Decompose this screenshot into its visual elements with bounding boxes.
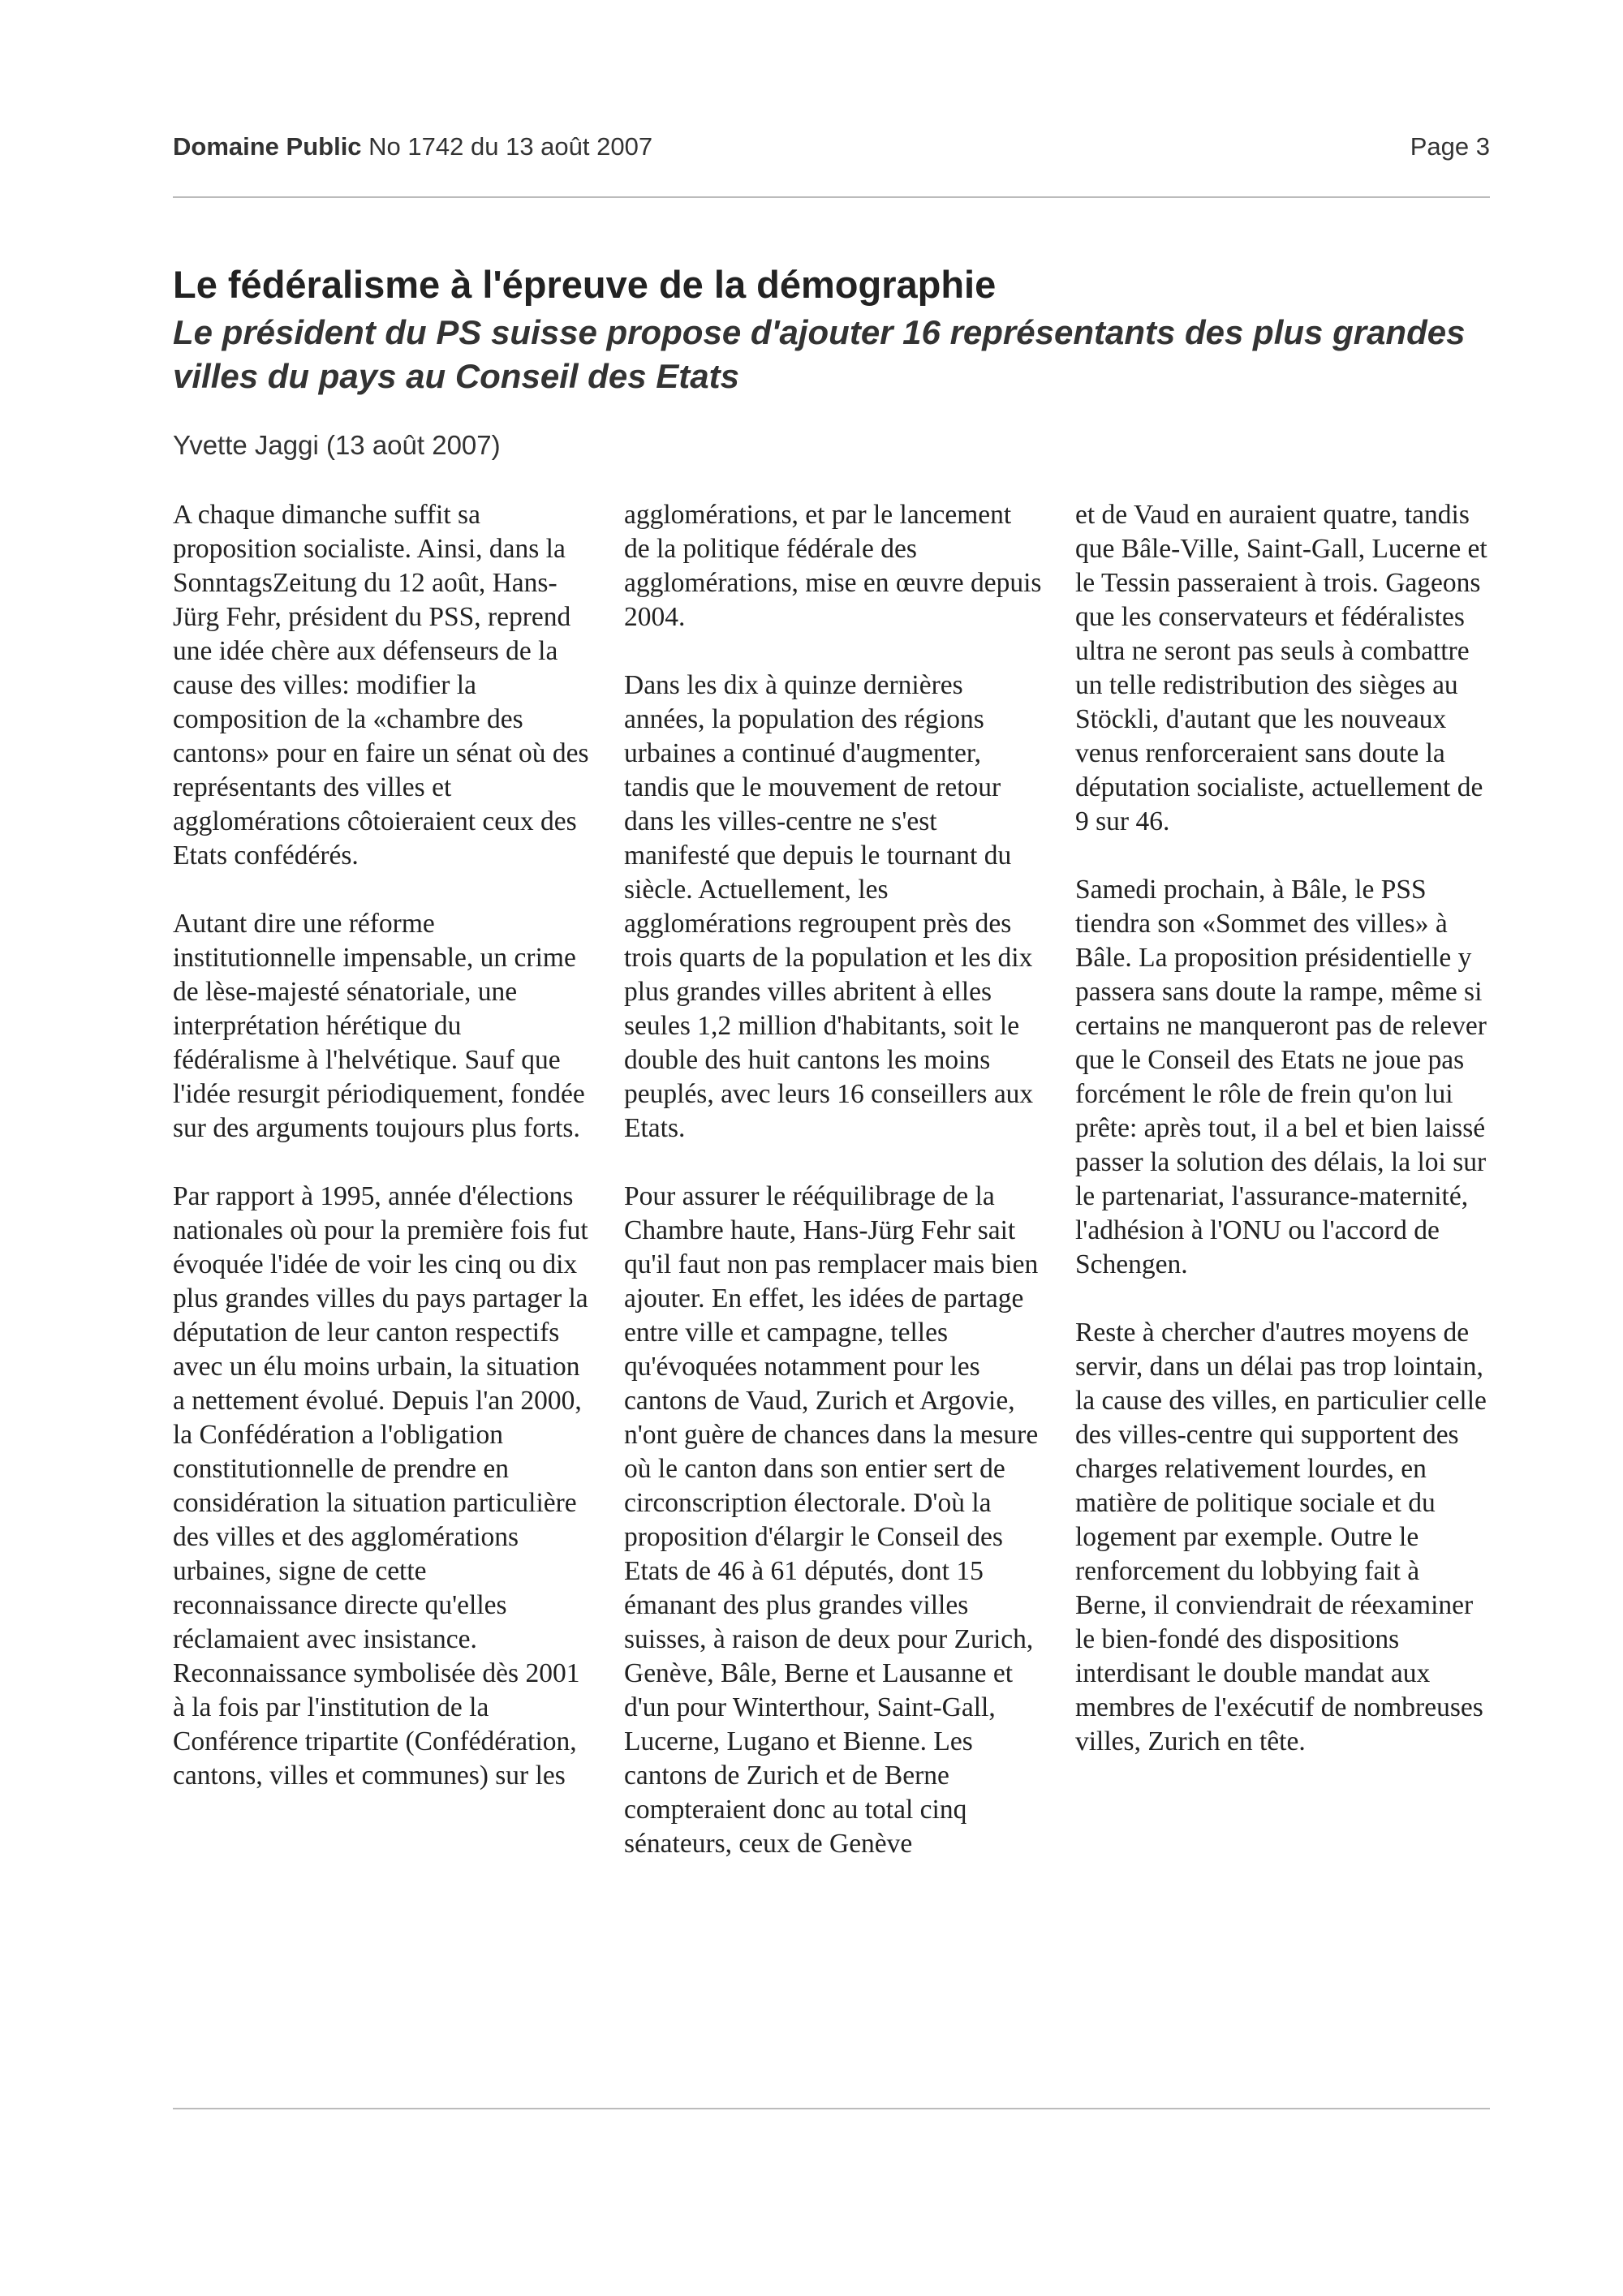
- paragraph: agglomérations, et par le lancement de la politique fédérale des agglomérations, mise en œuvre depuis 2004.: [624, 500, 1042, 632]
- publication-name: Domaine Public: [173, 132, 362, 161]
- article-title: Le fédéralisme à l'épreuve de la démographie: [173, 263, 997, 306]
- text-column-1: [173, 498, 591, 2080]
- paragraph: et de Vaud en auraient quatre, tandis que Bâle-Ville, Saint-Gall, Lucerne et le Tessin passeraient à trois. Gageons que les conservateurs et fédéralistes ultra ne seront pas seuls à combattre un telle redistribution des sièges au Stöckli, d'autant que les nouveaux venus renforceraient sans doute la députation socialiste, actuellement de 9 sur 46.: [1075, 500, 1487, 836]
- article-subtitle: Le président du PS suisse propose d'ajouter 16 représentants des plus grandes villes du pays au Conseil des Etats: [173, 313, 1466, 395]
- paragraph: Samedi prochain, à Bâle, le PSS tiendra son «Sommet des villes» à Bâle. La proposition présidentielle y passera sans doute la rampe, même si certains ne manqueront pas de relever que le Conseil des Etats ne joue pas forcément le rôle de frein qu'on lui prête: après tout, il a bel et bien laissé passer la solution des délais, la loi sur le partenariat, l'assurance-maternité, l'adhésion à l'ONU ou l'accord de Schengen.: [1075, 875, 1487, 1279]
- article-byline: Yvette Jaggi (13 août 2007): [173, 430, 501, 460]
- text-column-3: [1075, 498, 1493, 2080]
- page-header: [173, 132, 1490, 168]
- footer-divider: [173, 2108, 1490, 2109]
- text-column-2: [624, 498, 1042, 2080]
- paragraph: A chaque dimanche suffit sa proposition socialiste. Ainsi, dans la SonntagsZeitung du 12 août, Hans-Jürg Fehr, président du PSS, reprend une idée chère aux défenseurs de la cause des villes: modifier la composition de la «chambre des cantons» pour en faire un sénat où des représentants des villes et agglomérations côtoieraient ceux des Etats confédérés.: [173, 500, 589, 871]
- paragraph: Autant dire une réforme institutionnelle impensable, un crime de lèse-majesté sénatoriale, une interprétation hérétique du fédéralisme à l'helvétique. Sauf que l'idée resurgit périodiquement, fondée sur des arguments toujours plus forts.: [173, 909, 585, 1143]
- page-number: Page 3: [1410, 132, 1490, 161]
- paragraph: Par rapport à 1995, année d'élections nationales où pour la première fois fut évoquée l'idée de voir les cinq ou dix plus grandes villes du pays partager la députation de leur canton respectifs avec un élu moins urbain, la situation a nettement évolué. Depuis l'an 2000, la Confédération a l'obligation constitutionnelle de prendre en considération la situation particulière des villes et des agglomérations urbaines, signe de cette reconnaissance directe qu'elles réclamaient avec insistance. Reconnaissance symbolisée dès 2001 à la fois par l'institution de la Conférence tripartite (Confédération, cantons, villes et communes) sur les: [173, 1181, 588, 1791]
- paragraph: Dans les dix à quinze dernières années, la population des régions urbaines a continué d'augmenter, tandis que le mouvement de retour dans les villes-centre ne s'est manifesté que depuis le tournant du siècle. Actuellement, les agglomérations regroupent près des trois quarts de la population et les dix plus grandes villes abritent à elles seules 1,2 million d'habitants, soit le double des huit cantons les moins peuplés, avec leurs 16 conseillers aux Etats.: [624, 670, 1034, 1143]
- paragraph: Reste à chercher d'autres moyens de servir, dans un délai pas trop lointain, la cause des villes, en particulier celle des villes-centre qui supportent des charges relativement lourdes, en matière de politique sociale et du logement par exemple. Outre le renforcement du lobbying fait à Berne, il conviendrait de réexaminer le bien-fondé des dispositions interdisant le double mandat aux membres de l'exécutif de nombreuses villes, Zurich en tête.: [1075, 1318, 1487, 1756]
- header-divider: [173, 196, 1490, 198]
- issue-info: No 1742 du 13 août 2007: [368, 132, 653, 161]
- paragraph: Pour assurer le rééquilibrage de la Chambre haute, Hans-Jürg Fehr sait qu'il faut non pas remplacer mais bien ajouter. En effet, les idées de partage entre ville et campagne, telles qu'évoquées notamment pour les cantons de Vaud, Zurich et Argovie, n'ont guère de chances dans la mesure où le canton dans son entier sert de circonscription électorale. D'où la proposition d'élargir le Conseil des Etats de 46 à 61 députés, dont 15 émanant des plus grandes villes suisses, à raison de deux pour Zurich, Genève, Bâle, Berne et Lausanne et d'un pour Winterthour, Saint-Gall, Lucerne, Lugano et Bienne. Les cantons de Zurich et de Berne compteraient donc au total cinq sénateurs, ceux de Genève: [624, 1181, 1039, 1859]
